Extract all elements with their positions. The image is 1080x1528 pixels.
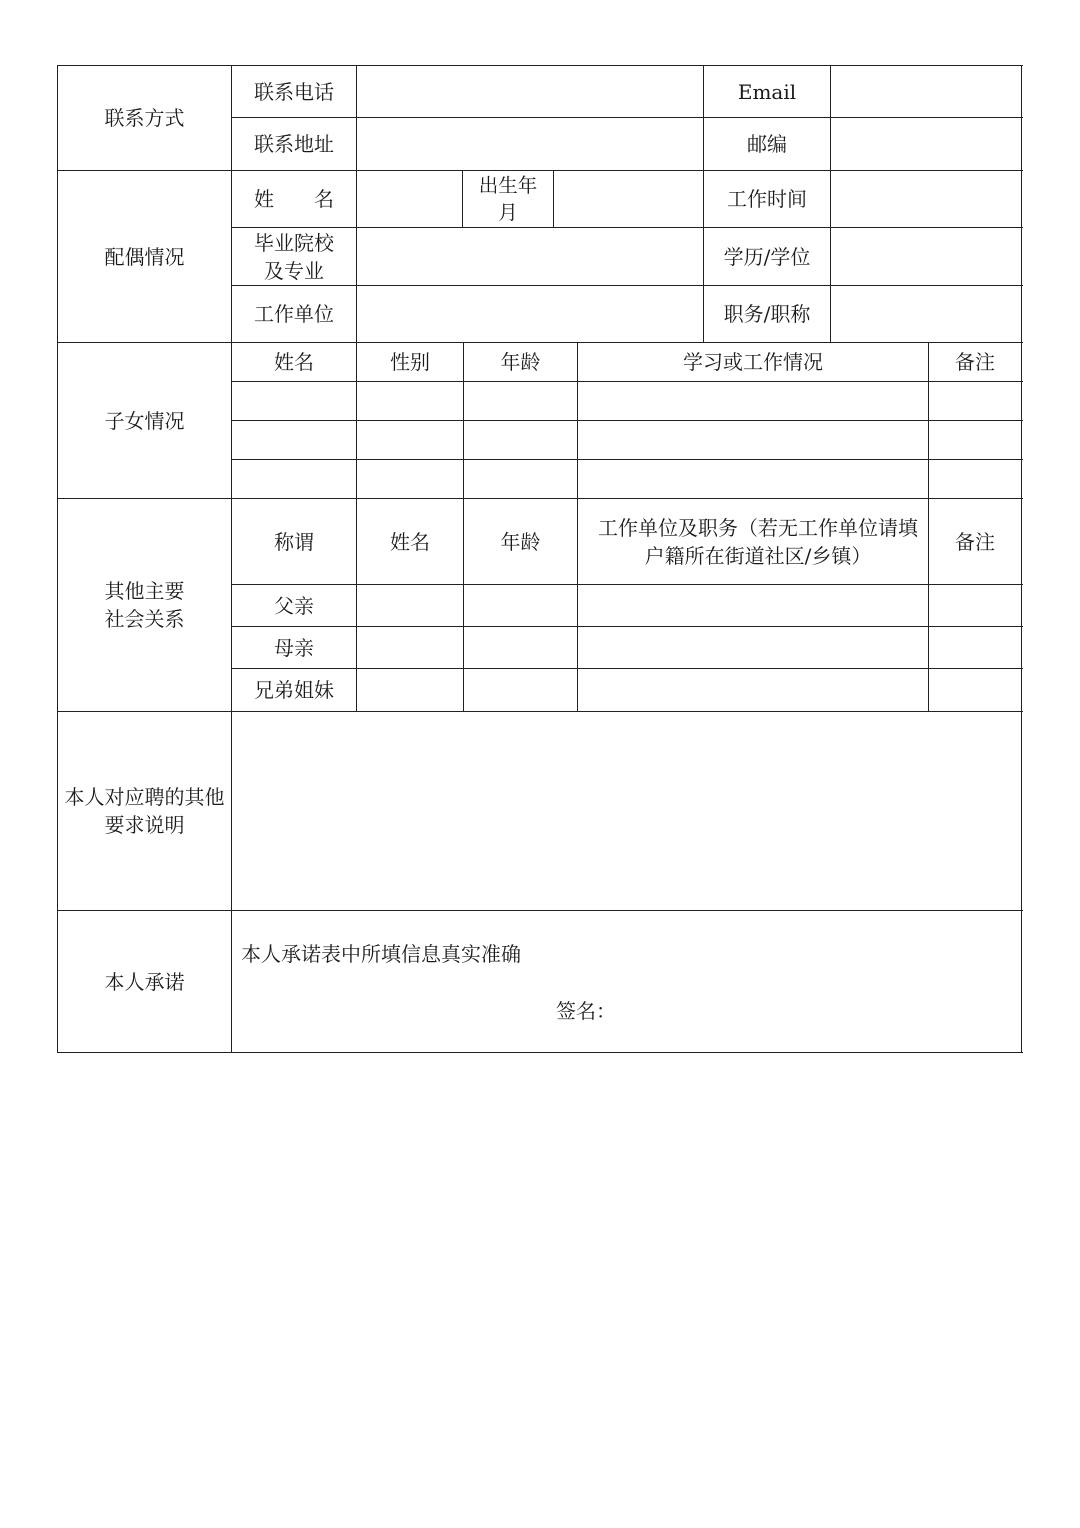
children-header-remarks: 备注 [955, 350, 995, 374]
spouse-section-label: 配偶情况 [104, 244, 185, 269]
relations-row-siblings: 兄弟姐妹 [254, 678, 334, 702]
relations-header-relation: 称谓 [274, 529, 314, 554]
spouse-school-label: 毕业院校及专业 [254, 230, 334, 283]
spouse-school-field[interactable] [357, 228, 703, 285]
phone-field[interactable] [357, 66, 703, 117]
relations-header-age: 年龄 [500, 529, 541, 554]
spouse-employer-field[interactable] [357, 286, 703, 342]
spouse-employer-label: 工作单位 [254, 302, 334, 326]
children-section-label: 子女情况 [104, 408, 185, 433]
children-header-status: 学习或工作情况 [683, 350, 823, 374]
spouse-title-label: 职务/职称 [723, 302, 811, 326]
address-field[interactable] [357, 118, 703, 170]
address-label: 联系地址 [254, 132, 334, 156]
spouse-degree-field[interactable] [831, 228, 1021, 285]
requirements-field[interactable] [232, 712, 1021, 910]
children-header-age: 年龄 [500, 350, 541, 374]
spouse-name-label: 姓 名 [254, 187, 334, 211]
relations-row-mother: 母亲 [274, 635, 314, 660]
postcode-label: 邮编 [747, 132, 787, 156]
relations-header-remarks: 备注 [955, 529, 995, 554]
row-divider [231, 420, 1023, 421]
spouse-work-time-field[interactable] [831, 171, 1021, 227]
column-divider [462, 170, 463, 228]
column-divider [577, 342, 578, 712]
spouse-name-field[interactable] [357, 171, 462, 227]
requirements-section-label: 本人对应聘的其他要求说明 [64, 785, 225, 837]
table-border-bottom [57, 1052, 1023, 1053]
relations-header-name: 姓名 [390, 529, 430, 554]
email-label: Email [737, 79, 797, 104]
spouse-title-field[interactable] [831, 286, 1021, 342]
children-header-name: 姓名 [274, 350, 314, 374]
postcode-field[interactable] [831, 118, 1021, 170]
signature-label: 签名： [556, 999, 616, 1023]
relations-header-employer: 工作单位及职务（若无工作单位请填户籍所在街道社区/乡镇） [598, 515, 918, 568]
spouse-degree-label: 学历/学位 [723, 244, 811, 269]
table-border-right [1021, 65, 1022, 1053]
email-field[interactable] [831, 66, 1021, 117]
phone-label: 联系电话 [254, 79, 334, 104]
relations-section-label: 其他主要社会关系 [104, 579, 185, 631]
row-divider [231, 459, 1023, 460]
spouse-birth-field[interactable] [554, 171, 703, 227]
commitment-section-label: 本人承诺 [104, 969, 185, 994]
spouse-birth-label: 出生年月 [478, 174, 538, 224]
contact-section-label: 联系方式 [104, 106, 185, 130]
spouse-work-time-label: 工作时间 [727, 187, 807, 211]
children-header-gender: 性别 [390, 350, 430, 374]
commitment-statement: 本人承诺表中所填信息真实准确 [241, 942, 521, 966]
row-divider [231, 381, 1023, 382]
relations-row-father: 父亲 [274, 593, 314, 618]
